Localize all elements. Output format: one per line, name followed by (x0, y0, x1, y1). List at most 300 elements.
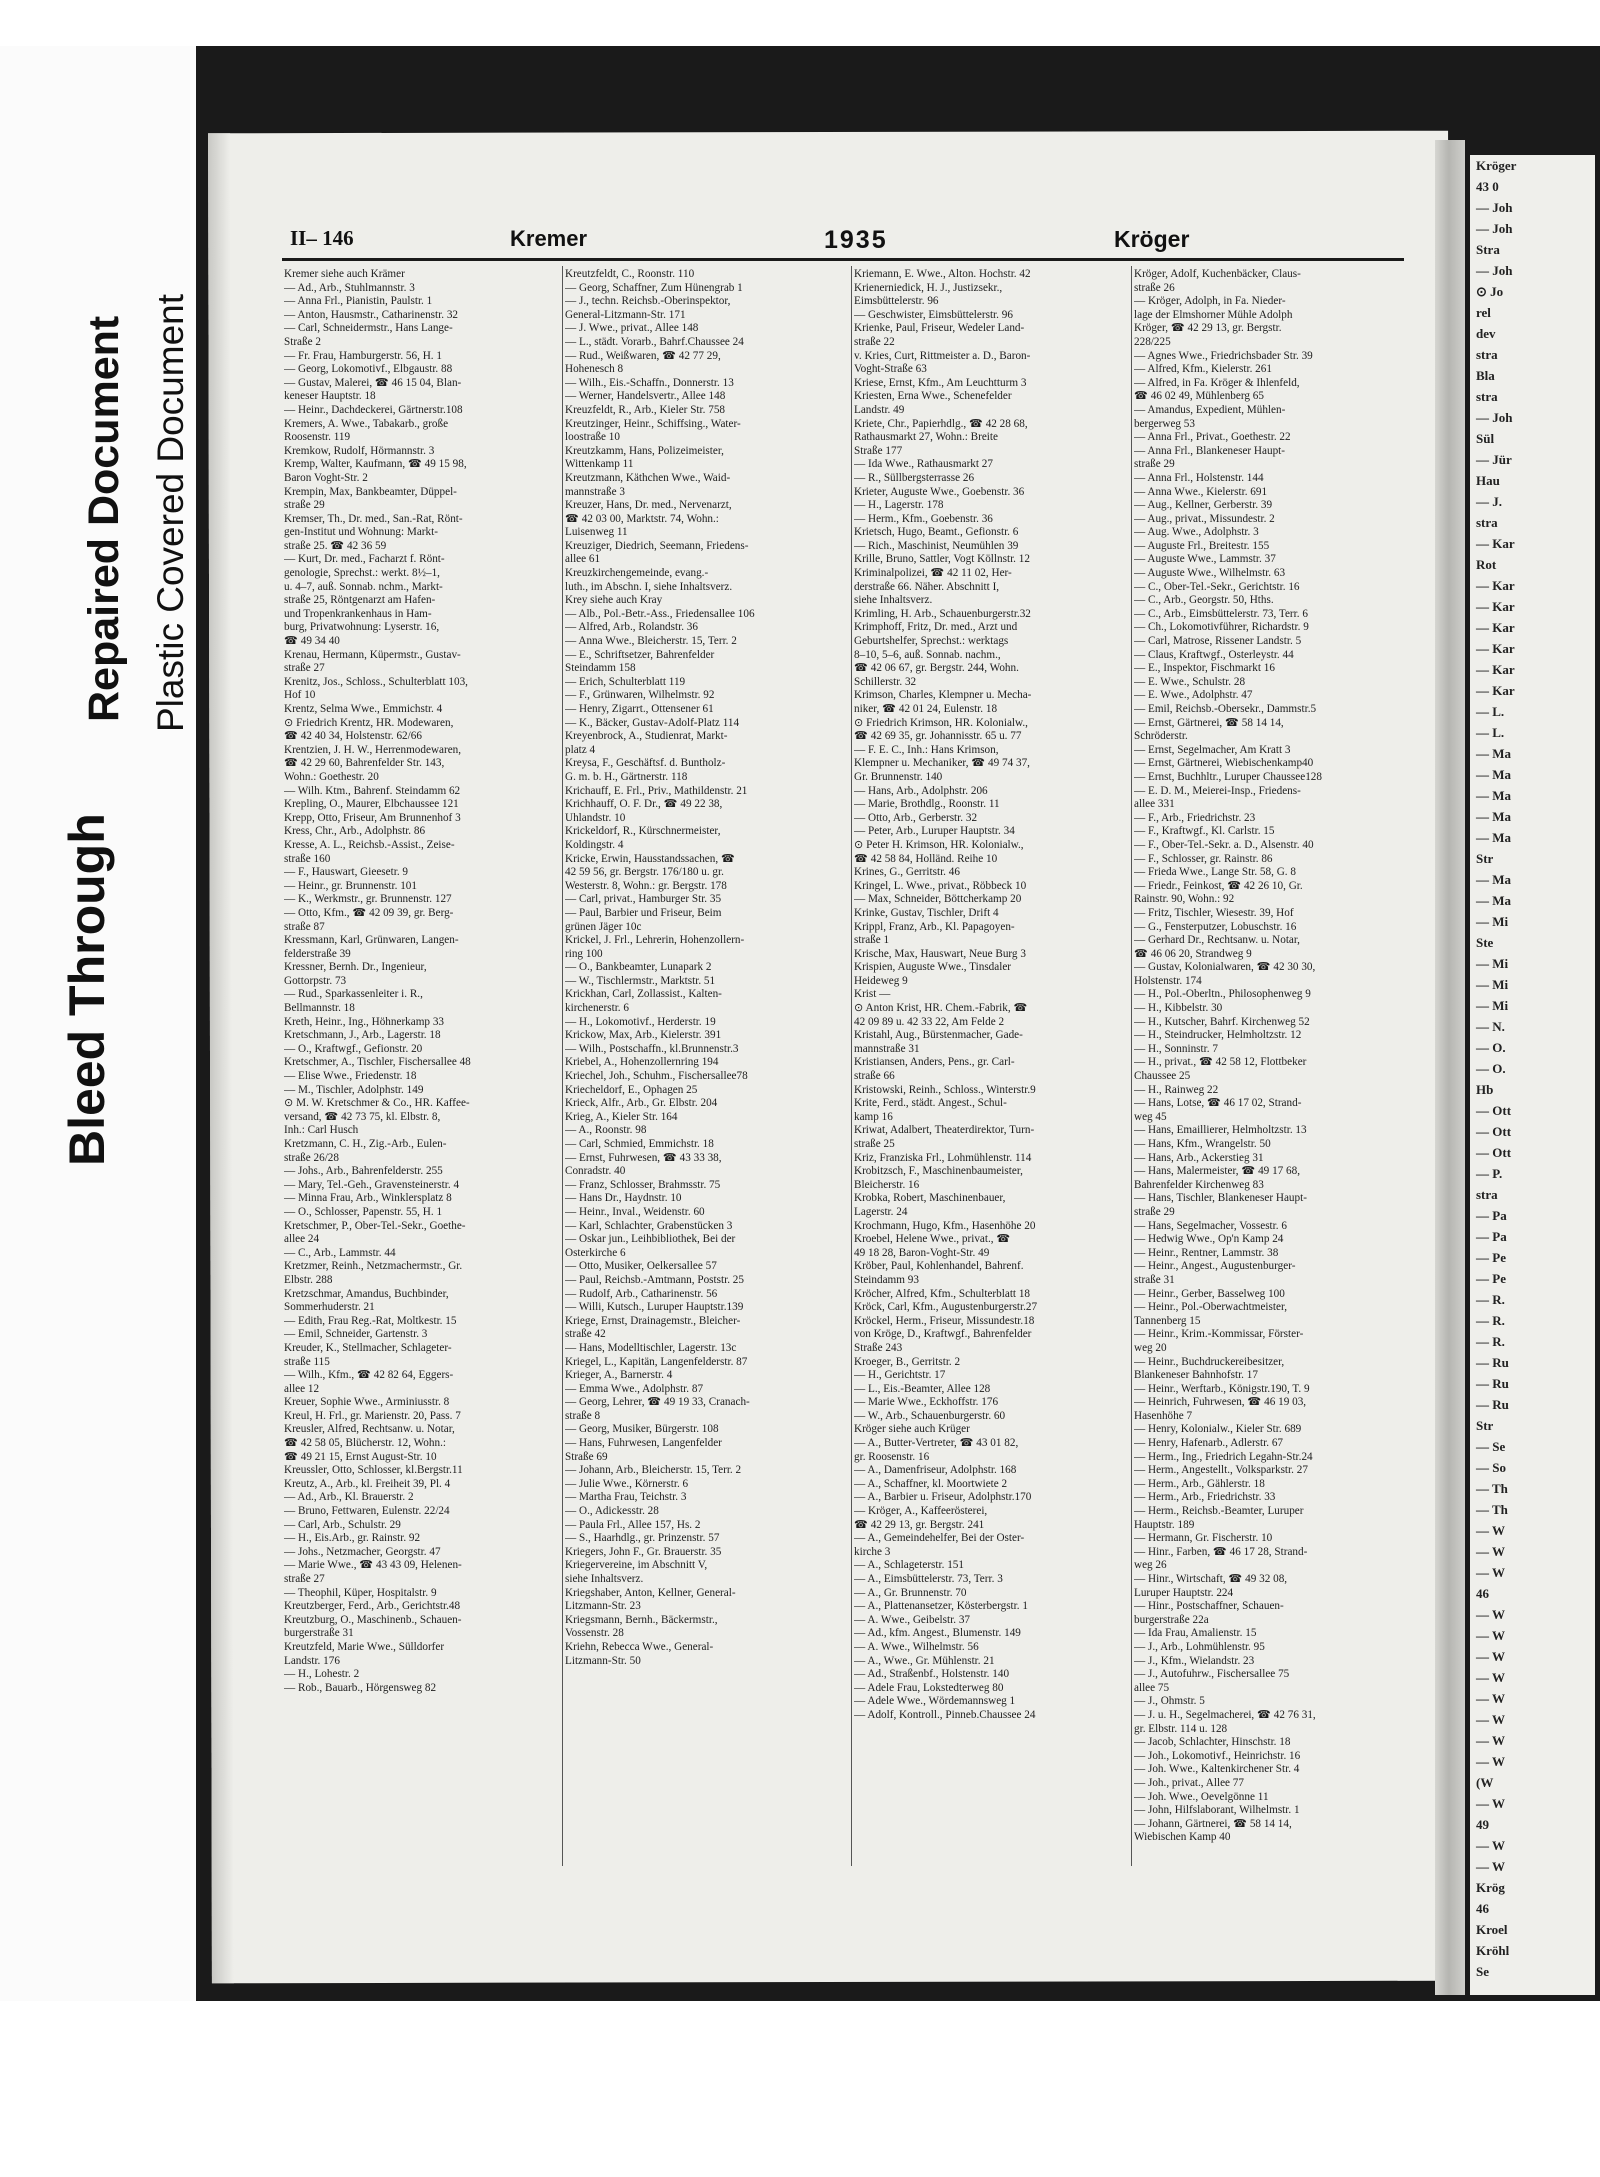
directory-entry-line: — Mary, Tel.-Geh., Gravensteinerstr. 4 (284, 1178, 460, 1191)
directory-entry-line: — Carl, Schneidermstr., Hans Lange- (284, 322, 453, 335)
directory-entry-line: Krentzien, J. H. W., Herrenmodewaren, (284, 743, 462, 756)
next-page-fragment: — L. (1476, 725, 1505, 740)
directory-entry-line: Kriecheldorf, E., Ophagen 25 (565, 1083, 698, 1096)
directory-entry-line: — E. D. M., Meierei-Insp., Friedens- (1134, 784, 1301, 797)
next-page-fragment: stra (1476, 515, 1498, 530)
header-rule (282, 258, 1404, 261)
directory-entry-line: Gr. Brunnenstr. 140 (854, 770, 943, 783)
directory-entry-line: — Emil, Reichsb.-Obersekr., Dammstr.5 (1134, 703, 1317, 715)
directory-entry-line: — Elise Wwe., Friedenstr. 18 (284, 1070, 417, 1083)
next-page-fragment: Kröger (1476, 158, 1517, 173)
next-page-fragment: Hau (1476, 473, 1500, 488)
directory-entry-line: straße 22 (854, 335, 895, 348)
directory-entry-line: — Heinr., Werftarb., Königstr.190, T. 9 (1134, 1382, 1310, 1395)
directory-entry-line: Krimson, Charles, Klempner u. Mecha- (854, 689, 1032, 702)
directory-entry-line: — Georg, Schaffner, Zum Hünengrab 1 (565, 281, 743, 294)
directory-entry-line: Krichauff, E. Frl., Priv., Mathildenstr. 21 (565, 784, 748, 797)
next-page-fragment: — Ma (1476, 767, 1512, 782)
directory-entry-line: — Wilh., Eis.-Schaffn., Donnerstr. 13 (565, 376, 734, 389)
directory-entry-line: Kriegel, L., Kapitän, Langenfelderstr. 87 (565, 1355, 748, 1368)
left-guide-word: Kremer (510, 226, 588, 251)
directory-entry-line: Straße 69 (565, 1450, 608, 1463)
column-divider (562, 266, 563, 1866)
directory-entry-line: Kreuzkirchengemeinde, evang.- (565, 567, 709, 580)
directory-entry-line: Blankeneser Bahnhofstr. 17 (1134, 1369, 1258, 1382)
directory-entry-line: — Joh. Wwe., Kaltenkirchener Str. 4 (1134, 1763, 1300, 1776)
directory-entry-line: — Friedr., Feinkost, ☎ 42 26 10, Gr. (1134, 879, 1303, 892)
directory-entry-line: — L., städt. Vorarb., Bahrf.Chaussee 24 (565, 335, 744, 348)
directory-entry-line: — Heinr., Buchdruckereibesitzer, (1134, 1355, 1285, 1368)
directory-entry-line: ☎ 49 34 40 (284, 635, 340, 648)
directory-entry-line: — Anna Wwe., Bleicherstr. 15, Terr. 2 (565, 635, 737, 648)
directory-entry-line: Hohenesch 8 (565, 363, 624, 376)
next-page-fragment: — Ott (1476, 1124, 1512, 1139)
plastic-covered-label: Plastic Covered Document (150, 293, 191, 732)
directory-column-2 (565, 268, 849, 1864)
next-page-fragment: — W (1476, 1754, 1506, 1769)
next-page-fragment: — Se (1476, 1439, 1506, 1454)
directory-entry-line: — Paula Frl., Allee 157, Hs. 2 (565, 1518, 701, 1531)
directory-entry-line: weg 45 (1134, 1110, 1167, 1123)
page-number: II– 146 (290, 226, 354, 250)
next-page-fragment: — Joh (1476, 221, 1513, 236)
next-page-fragment: — Ott (1476, 1103, 1512, 1118)
next-page-fragment: — N. (1476, 1019, 1505, 1034)
directory-entry-line: gen-Institut und Wohnung: Markt- (284, 526, 438, 539)
directory-entry-line: — Kurt, Dr. med., Facharzt f. Rönt- (284, 553, 445, 566)
directory-entry-line: — Heinr., Krim.-Kommissar, Förster- (1134, 1328, 1304, 1341)
directory-entry-line: allee 331 (1134, 798, 1175, 811)
directory-entry-line: Krische, Max, Hauswart, Neue Burg 3 (854, 947, 1026, 960)
directory-entry-line: 8–10, 5–6, auß. Sonnab. nachm., (854, 648, 1001, 661)
directory-entry-line: — A., Plattenansetzer, Kösterbergstr. 1 (854, 1600, 1028, 1613)
directory-entry-line: Krippl, Franz, Arb., Kl. Papagoyen- (854, 920, 1015, 933)
directory-entry-line: Kretschmer, P., Ober-Tel.-Sekr., Goethe- (284, 1219, 466, 1232)
next-page-fragment: — Kar (1476, 620, 1515, 635)
directory-entry-line: — C., Arb., Eimsbüttelerstr. 73, Terr. 6 (1134, 607, 1308, 620)
directory-entry-line: — Joh., privat., Allee 77 (1134, 1776, 1244, 1789)
directory-entry-line: — Auguste Wwe., Wilhelmstr. 63 (1134, 567, 1286, 580)
directory-entry-line: Rathausmarkt 27, Wohn.: Breite (854, 431, 998, 444)
next-page-fragment: Kröhl (1476, 1943, 1510, 1958)
next-page-fragment: Sül (1476, 431, 1495, 446)
directory-entry-line: — Alb., Pol.-Betr.-Ass., Friedensallee 106 (565, 607, 755, 620)
directory-entry-line: — Adolf, Kontroll., Pinneb.Chaussee 24 (854, 1708, 1036, 1721)
directory-entry-line: Kreuer, Sophie Wwe., Arminiusstr. 8 (284, 1396, 450, 1409)
directory-entry-line: — Johann, Arb., Bleicherstr. 15, Terr. 2 (565, 1464, 742, 1477)
directory-entry-line: — Rud., Weißwaren, ☎ 42 77 29, (565, 349, 721, 362)
directory-entry-line: Hof 10 (284, 689, 316, 702)
directory-entry-line: — Marie Wwe., Eckhoffstr. 176 (854, 1396, 999, 1409)
directory-entry-line: Vossenstr. 28 (565, 1627, 624, 1640)
directory-entry-line: Conradstr. 40 (565, 1165, 626, 1178)
directory-entry-line: straße 25 (854, 1138, 895, 1150)
directory-entry-line: Bleicherstr. 16 (854, 1178, 920, 1191)
directory-entry-line: Krickhan, Carl, Zollassist., Kalten- (565, 988, 722, 1001)
directory-entry-line: Koldingstr. 4 (565, 838, 624, 851)
directory-entry-line: Kriz, Franziska Frl., Lohmühlenstr. 114 (854, 1151, 1032, 1164)
directory-entry-line: — Kröger, Adolph, in Fa. Nieder- (1134, 295, 1286, 308)
directory-entry-line: — Theophil, Küper, Hospitalstr. 9 (284, 1586, 437, 1599)
directory-entry-line: gr. Elbstr. 114 u. 128 (1134, 1722, 1228, 1735)
directory-entry-line: — C., Arb., Lammstr. 44 (284, 1246, 396, 1259)
directory-entry-line: Kremers, A. Wwe., Tabakarb., große (284, 417, 449, 430)
directory-entry-line: ⊙ Peter H. Krimson, HR. Kolonialw., (854, 838, 1024, 851)
directory-entry-line: — Heinr., Dachdeckerei, Gärtnerstr.108 (284, 403, 463, 416)
directory-entry-line: Kremer siehe auch Krämer (284, 268, 405, 280)
directory-entry-line: — Hans, Emaillierer, Helmholtzstr. 13 (1134, 1124, 1307, 1137)
directory-entry-line: straße 42 (565, 1328, 606, 1341)
directory-entry-line: — Hans, Segelmacher, Vossestr. 6 (1134, 1219, 1287, 1232)
next-page-fragment: — W (1476, 1712, 1506, 1727)
directory-entry-line: Kriminalpolizei, ☎ 42 11 02, Her- (854, 567, 1012, 580)
directory-entry-line: straße 29 (1134, 1205, 1175, 1218)
directory-entry-line: — F., Kraftwgf., Kl. Carlstr. 15 (1134, 825, 1275, 838)
directory-entry-line: Tannenberg 15 (1134, 1314, 1201, 1327)
next-page-fragment: — W (1476, 1544, 1506, 1559)
next-page-fragment: — W (1476, 1733, 1506, 1748)
next-page-fragment: — W (1476, 1523, 1506, 1538)
next-page-fragment: Rot (1476, 557, 1497, 572)
directory-entry-line: Kröger, ☎ 42 29 13, gr. Bergstr. (1134, 322, 1282, 335)
directory-entry-line: Krepling, O., Maurer, Elbchaussee 121 (284, 798, 459, 811)
directory-entry-line: Landstr. 176 (284, 1654, 340, 1667)
directory-entry-line: — Franz, Schlosser, Brahmsstr. 75 (565, 1178, 721, 1191)
directory-entry-line: — Jacob, Schlachter, Hinschstr. 18 (1134, 1736, 1291, 1749)
directory-entry-line: — Ernst, Buchhltr., Luruper Chaussee128 (1134, 770, 1322, 783)
directory-entry-line: — Johs., Arb., Bahrenfelderstr. 255 (284, 1165, 443, 1178)
directory-entry-line: — G., Fensterputzer, Lobuschstr. 16 (1134, 920, 1297, 933)
repaired-document-label: Repaired Document (80, 315, 128, 722)
year-heading: 1935 (824, 226, 888, 254)
directory-entry-line: Krochmann, Hugo, Kfm., Hasenhöhe 20 (854, 1219, 1036, 1232)
directory-entry-line: — Aug. Wwe., Adolphstr. 3 (1134, 526, 1259, 539)
directory-entry-line: — Hans, Fuhrwesen, Langenfelder (565, 1437, 722, 1450)
next-page-fragment: — Jür (1476, 452, 1512, 467)
next-page-fragment: Hb (1476, 1082, 1494, 1097)
directory-entry-line: — W., Arb., Schauenburgerstr. 60 (854, 1409, 1006, 1422)
directory-entry-line: G. m. b. H., Gärtnerstr. 118 (565, 770, 688, 783)
directory-entry-line: Krispien, Auguste Wwe., Tinsdaler (854, 961, 1012, 974)
directory-entry-line: — Hans, Kfm., Wrangelstr. 50 (1134, 1138, 1271, 1150)
directory-entry-line: — Hans, Arb., Ackerstieg 31 (1134, 1151, 1264, 1164)
directory-entry-line: ☎ 42 29 60, Bahrenfelder Str. 143, (284, 757, 445, 770)
directory-entry-line: Krieck, Alfr., Arb., Gr. Elbstr. 204 (565, 1097, 718, 1110)
next-page-fragment: Stra (1476, 242, 1500, 257)
label-strip (0, 46, 196, 2001)
directory-entry-line: Straße 2 (284, 335, 321, 348)
next-page-fragment: — Ma (1476, 872, 1512, 887)
directory-entry-line: Steindamm 158 (565, 662, 636, 675)
directory-entry-line: — Minna Frau, Arb., Winklersplatz 8 (284, 1192, 452, 1205)
directory-entry-line: Krinke, Gustav, Tischler, Drift 4 (854, 906, 999, 919)
directory-entry-line: Kristahl, Aug., Bürstenmacher, Gade- (854, 1029, 1023, 1042)
directory-entry-line: — F. E. C., Inh.: Hans Krimson, (854, 743, 999, 756)
directory-entry-line: lage der Elmshorner Mühle Adolph (1134, 308, 1293, 321)
directory-entry-line: — Auguste Wwe., Lammstr. 37 (1134, 553, 1276, 566)
right-guide-word: Kröger (1114, 226, 1190, 252)
directory-entry-line: — A., Schaffner, kl. Moortwiete 2 (854, 1477, 1008, 1490)
directory-entry-line: Kriegervereine, im Abschnitt V, (565, 1559, 708, 1572)
directory-entry-line: straße 29 (1134, 458, 1175, 471)
directory-entry-line: — A., Wwe., Gr. Mühlenstr. 21 (854, 1654, 995, 1667)
next-page-fragment: — Kar (1476, 683, 1515, 698)
directory-entry-line: — Herm., Arb., Friedrichstr. 33 (1134, 1491, 1276, 1504)
next-page-fragment: — Kar (1476, 578, 1515, 593)
directory-entry-line: — Hans, Lotse, ☎ 46 17 02, Strand- (1134, 1097, 1302, 1110)
bottom-margin (0, 2001, 1600, 2177)
next-page-fragment: — P. (1476, 1166, 1503, 1181)
directory-entry-line: General-Litzmann-Str. 171 (565, 308, 686, 321)
directory-entry-line: Krepp, Otto, Friseur, Am Brunnenhof 3 (284, 811, 461, 824)
directory-entry-line: Kreutzburg, O., Maschinenb., Schauen- (284, 1613, 462, 1626)
directory-entry-line: ☎ 42 29 13, gr. Bergstr. 241 (854, 1518, 985, 1531)
directory-entry-line: von Kröge, D., Kraftwgf., Bahrenfelder (854, 1328, 1032, 1341)
directory-entry-line: Kriegsmann, Bernh., Bäckermstr., (565, 1613, 718, 1626)
directory-entry-line: felderstraße 39 (284, 947, 351, 960)
directory-entry-line: — Johs., Netzmacher, Georgstr. 47 (284, 1545, 441, 1558)
directory-entry-line: v. Kries, Curt, Rittmeister a. D., Baron- (854, 349, 1031, 362)
directory-entry-line: luth., im Abschn. I, siehe Inhaltsverz. (565, 580, 733, 593)
next-page-fragment: — Ma (1476, 809, 1512, 824)
directory-entry-line: — E., Inspektor, Fischmarkt 16 (1134, 662, 1275, 675)
next-page-fragment: — So (1476, 1460, 1506, 1475)
next-page-fragment: — Ma (1476, 788, 1512, 803)
directory-entry-line: Krimphoff, Fritz, Dr. med., Arzt und (854, 621, 1018, 634)
directory-entry-line: Kriese, Ernst, Kfm., Am Leuchtturm 3 (854, 376, 1027, 389)
directory-entry-line: — H., Steindrucker, Helmholtzstr. 12 (1134, 1029, 1302, 1042)
directory-entry-line: — K., Bäcker, Gustav-Adolf-Platz 114 (565, 716, 740, 729)
directory-entry-line: Kröber, Paul, Kohlenhandel, Bahrenf. (854, 1260, 1024, 1273)
directory-entry-line: — J., Arb., Lohmühlenstr. 95 (1134, 1640, 1265, 1653)
directory-entry-line: ⊙ Friedrich Krimson, HR. Kolonialw., (854, 716, 1028, 729)
next-page-fragment: — Mi (1476, 914, 1509, 929)
directory-entry-line: — Herm., Reichsb.-Beamter, Luruper (1134, 1505, 1304, 1518)
next-page-fragment: — Ma (1476, 893, 1512, 908)
directory-entry-line: — Ernst, Segelmacher, Am Kratt 3 (1134, 743, 1291, 756)
directory-entry-line: Krieger, A., Barnerstr. 4 (565, 1369, 673, 1382)
directory-entry-line: Litzmann-Str. 23 (565, 1600, 641, 1613)
next-page-fragment: — Mi (1476, 977, 1509, 992)
directory-entry-line: Kriegshaber, Anton, Kellner, General- (565, 1586, 736, 1599)
directory-entry-line: derstraße 66. Näher. Abschnitt I, (854, 580, 1000, 593)
directory-entry-line: — Otto, Kfm., ☎ 42 09 39, gr. Berg- (284, 906, 454, 919)
directory-entry-line: Bahrenfelder Kirchenweg 83 (1134, 1178, 1264, 1191)
directory-entry-line: — O., Bankbeamter, Lunapark 2 (565, 961, 712, 974)
directory-entry-line: — Oskar jun., Leihbibliothek, Bei der (565, 1233, 736, 1246)
directory-entry-line: 49 18 28, Baron-Voght-Str. 49 (854, 1246, 990, 1259)
directory-entry-line: Krietsch, Hugo, Beamt., Gefionstr. 6 (854, 526, 1019, 539)
directory-entry-line: — Kröger, A., Kaffeerösterei, (854, 1505, 988, 1518)
directory-entry-line: — J., Autofuhrw., Fischersallee 75 (1134, 1668, 1290, 1681)
directory-entry-line: — Max, Schneider, Böttcherkamp 20 (854, 893, 1022, 906)
next-page-fragment: dev (1476, 326, 1496, 341)
directory-entry-line: Kreul, H. Frl., gr. Marienstr. 20, Pass. 7 (284, 1409, 461, 1422)
directory-entry-line: mannstraße 31 (854, 1042, 920, 1055)
directory-entry-line: — Willi, Kutsch., Luruper Hauptstr.139 (565, 1301, 744, 1314)
directory-entry-line: — A., Damenfriseur, Adolphstr. 168 (854, 1464, 1017, 1477)
directory-entry-line: Kristiansen, Anders, Pens., gr. Carl- (854, 1056, 1015, 1069)
directory-entry-line: Krenitz, Jos., Schloss., Schulterblatt 103, (284, 675, 468, 688)
directory-entry-line: straße 115 (284, 1355, 330, 1368)
next-page-fragment: stra (1476, 389, 1498, 404)
directory-entry-line: — Ernst, Fuhrwesen, ☎ 43 33 38, (565, 1151, 722, 1164)
directory-entry-line: Holstenstr. 174 (1134, 974, 1202, 987)
directory-entry-line: — A., Barbier u. Friseur, Adolphstr.170 (854, 1491, 1032, 1504)
directory-entry-line: Kreutzfeldt, C., Roonstr. 110 (565, 268, 695, 280)
next-page-fragment: — W (1476, 1859, 1506, 1874)
directory-entry-line: Heideweg 9 (854, 974, 908, 987)
directory-entry-line: — M., Tischler, Adolphstr. 149 (284, 1083, 424, 1096)
directory-entry-line: allee 61 (565, 553, 601, 566)
directory-entry-line: Rainstr. 90, Wohn.: 92 (1134, 893, 1235, 906)
directory-entry-line: — Aug., privat., Missundestr. 2 (1134, 512, 1275, 525)
directory-entry-line: Geburtshelfer, Sprechst.: werktags (854, 635, 1009, 648)
directory-entry-line: Krichhauff, O. F. Dr., ☎ 49 22 38, (565, 798, 723, 811)
directory-entry-line: Kremkow, Rudolf, Hörmannstr. 3 (284, 444, 435, 457)
directory-entry-line: Kriechel, Joh., Schuhm., Fischersallee78 (565, 1070, 748, 1083)
next-page-fragment: — Kar (1476, 536, 1515, 551)
directory-entry-line: — Anna Frl., Privat., Goethestr. 22 (1134, 431, 1291, 444)
directory-entry-line: Kressner, Bernh. Dr., Ingenieur, (284, 961, 427, 974)
directory-entry-line: allee 24 (284, 1233, 320, 1246)
directory-entry-line: — Paul, Reichsb.-Amtmann, Poststr. 25 (565, 1273, 744, 1286)
directory-entry-line: Kringel, L. Wwe., privat., Röbbeck 10 (854, 879, 1027, 892)
next-page-fragment: — W (1476, 1691, 1506, 1706)
directory-entry-line: ☎ 42 69 35, gr. Johannisstr. 65 u. 77 (854, 730, 1022, 743)
next-page-fragment: Ste (1476, 935, 1494, 950)
directory-entry-line: Krickow, Max, Arb., Kielerstr. 391 (565, 1029, 722, 1042)
next-page-fragment: — R. (1476, 1313, 1505, 1328)
directory-entry-line: ☎ 42 06 67, gr. Bergstr. 244, Wohn. (854, 662, 1019, 675)
next-page-fragment: — Th (1476, 1502, 1508, 1517)
column-divider (851, 266, 852, 1866)
directory-entry-line: Elbstr. 288 (284, 1273, 333, 1286)
directory-entry-line: Krickel, J. Frl., Lehrerin, Hohenzollern- (565, 934, 745, 947)
directory-entry-line: — Henry, Kolonialw., Kieler Str. 689 (1134, 1423, 1302, 1436)
directory-entry-line: Wohn.: Goethestr. 20 (284, 770, 379, 783)
directory-entry-line: — Carl, privat., Hamburger Str. 35 (565, 893, 722, 906)
directory-entry-line: — Heinr., Inval., Weidenstr. 60 (565, 1205, 705, 1218)
directory-entry-line: — Anna Frl., Holstenstr. 144 (1134, 471, 1264, 484)
next-page-fragment: Se (1476, 1964, 1489, 1979)
directory-column-4 (1134, 268, 1412, 1864)
directory-entry-line: Kröger siehe auch Krüger (854, 1423, 970, 1436)
directory-entry-line: — H., Lohestr. 2 (284, 1668, 360, 1681)
directory-entry-line: Krempin, Max, Bankbeamter, Düppel- (284, 485, 457, 498)
directory-entry-line: — Heinr., Rentner, Lammstr. 38 (1134, 1246, 1279, 1259)
directory-entry-line: — F., Ober-Tel.-Sekr. a. D., Alsenstr. 40 (1134, 838, 1314, 851)
directory-entry-line: — Werner, Handelsvertr., Allee 148 (565, 390, 726, 403)
directory-entry-line: Kreuder, K., Stellmacher, Schlageter- (284, 1341, 452, 1354)
directory-entry-line: Kricke, Erwin, Hausstandssachen, ☎ (565, 852, 735, 865)
directory-entry-line: — Rich., Maschinist, Neumühlen 39 (854, 539, 1019, 552)
directory-entry-line: — E. Wwe., Adolphstr. 47 (1134, 689, 1253, 702)
directory-entry-line: — A., Schlageterstr. 151 (854, 1559, 964, 1572)
directory-entry-line: — H., Kutscher, Bahrf. Kirchenweg 52 (1134, 1015, 1310, 1028)
directory-entry-line: Kreutzfeld, Marie Wwe., Sülldorfer (284, 1640, 445, 1653)
directory-entry-line: — Auguste Frl., Breitestr. 155 (1134, 539, 1270, 552)
directory-entry-line: Kresse, A. L., Reichsb.-Assist., Zeise- (284, 838, 455, 851)
directory-entry-line: — Heinr., Pol.-Oberwachtmeister, (1134, 1301, 1288, 1314)
directory-entry-line: — Hans, Malermeister, ☎ 49 17 68, (1134, 1165, 1301, 1178)
directory-entry-line: Kristowski, Reinh., Schloss., Winterstr.9 (854, 1083, 1036, 1096)
next-page-fragment: Str (1476, 1418, 1494, 1433)
column-divider (1131, 266, 1132, 1866)
next-page-fragment: — W (1476, 1649, 1506, 1664)
directory-entry-line: — Otto, Musiker, Oelkersallee 57 (565, 1260, 717, 1273)
directory-entry-line: — Herm., Arb., Gählerstr. 18 (1134, 1477, 1265, 1490)
directory-entry-line: — Wilh. Ktm., Bahrenf. Steindamm 62 (284, 784, 461, 797)
directory-entry-line: 42 59 56, gr. Bergstr. 176/180 u. gr. (565, 866, 724, 879)
directory-entry-line: Kreuziger, Diedrich, Seemann, Friedens- (565, 539, 749, 552)
directory-entry-line: platz 4 (565, 743, 596, 756)
directory-entry-line: kirche 3 (854, 1545, 891, 1558)
directory-entry-line: — Edith, Frau Reg.-Rat, Moltkestr. 15 (284, 1314, 457, 1327)
directory-entry-line: Kressmann, Karl, Grünwaren, Langen- (284, 934, 459, 947)
directory-entry-line: niker, ☎ 42 01 24, Eulenstr. 18 (854, 703, 998, 715)
directory-entry-line: — Ernst, Gärtnerei, ☎ 58 14 14, (1134, 716, 1284, 729)
next-page-fragment: — W (1476, 1838, 1506, 1853)
directory-entry-line: versand, ☎ 42 73 75, kl. Elbstr. 8, (284, 1110, 441, 1123)
directory-entry-line: ☎ 46 06 20, Strandweg 9 (1134, 947, 1252, 960)
next-page-fragment: ⊙ Jo (1476, 284, 1504, 299)
directory-entry-line: burg, Privatwohnung: Lyserstr. 16, (284, 621, 440, 634)
directory-entry-line: 42 09 89 u. 42 33 22, Am Felde 2 (854, 1015, 1005, 1028)
directory-entry-line: straße 27 (284, 1573, 325, 1585)
directory-entry-line: allee 75 (1134, 1681, 1170, 1694)
directory-entry-line: Kreuzer, Hans, Dr. med., Nervenarzt, (565, 499, 732, 512)
directory-entry-line: — J., Ohmstr. 5 (1134, 1695, 1205, 1708)
next-page-fragment: — O. (1476, 1040, 1506, 1055)
directory-entry-line: — Emma Wwe., Adolphstr. 87 (565, 1382, 704, 1395)
directory-entry-line: keneser Hauptstr. 18 (284, 390, 376, 403)
directory-entry-line: Kriege, Ernst, Drainagemstr., Bleicher- (565, 1314, 741, 1327)
directory-entry-line: ⊙ Anton Krist, HR. Chem.-Fabrik, ☎ (854, 1002, 1028, 1015)
directory-entry-line: straße 29 (284, 499, 325, 512)
directory-entry-line: — A. Wwe., Wilhelmstr. 56 (854, 1640, 979, 1653)
directory-entry-line: — Paul, Barbier und Friseur, Beim (565, 906, 722, 919)
directory-entry-line: — Heinr., Gerber, Basselweg 100 (1134, 1287, 1285, 1300)
directory-entry-line: — Johann, Gärtnerei, ☎ 58 14 14, (1134, 1817, 1292, 1830)
bleed-through-label: Bleed Through (59, 813, 115, 1166)
next-page-fragment: — J. (1476, 494, 1502, 509)
directory-entry-line: Kretzmer, Reinh., Netzmachermstr., Gr. (284, 1260, 463, 1273)
directory-entry-line: Osterkirche 6 (565, 1246, 626, 1259)
directory-entry-line: Hasenhöhe 7 (1134, 1409, 1193, 1422)
directory-entry-line: — Emil, Schneider, Gartenstr. 3 (284, 1328, 428, 1341)
directory-entry-line: Krickeldorf, R., Kürschnermeister, (565, 825, 721, 838)
next-page-fragment: — R. (1476, 1334, 1505, 1349)
directory-entry-line: — J., techn. Reichsb.-Oberinspektor, (565, 295, 731, 308)
next-page-fragment: — Ru (1476, 1355, 1509, 1370)
directory-entry-line: straße 26/28 (284, 1151, 339, 1164)
next-page-fragment: — R. (1476, 1292, 1505, 1307)
directory-column-3 (854, 268, 1130, 1864)
top-margin (0, 0, 1600, 46)
directory-entry-line: straße 26 (1134, 281, 1175, 294)
directory-entry-line: — Anton, Hausmstr., Catharinenstr. 32 (284, 308, 459, 321)
directory-entry-line: Kreyenbrock, A., Studienrat, Markt- (565, 730, 728, 743)
directory-entry-line: Krenau, Hermann, Küpermstr., Gustav- (284, 648, 461, 661)
directory-entry-line: siehe Inhaltsverz. (854, 594, 933, 607)
directory-entry-line: straße 160 (284, 852, 331, 865)
directory-entry-line: weg 26 (1134, 1559, 1167, 1572)
directory-entry-line: — Heinr., gr. Brunnenstr. 101 (284, 879, 417, 892)
directory-entry-line: ☎ 42 40 34, Holstenstr. 62/66 (284, 730, 422, 743)
directory-entry-line: Krimling, H. Arb., Schauenburgerstr.32 (854, 607, 1031, 620)
directory-entry-line: Kriete, Chr., Papierhdlg., ☎ 42 28 68, (854, 417, 1028, 430)
